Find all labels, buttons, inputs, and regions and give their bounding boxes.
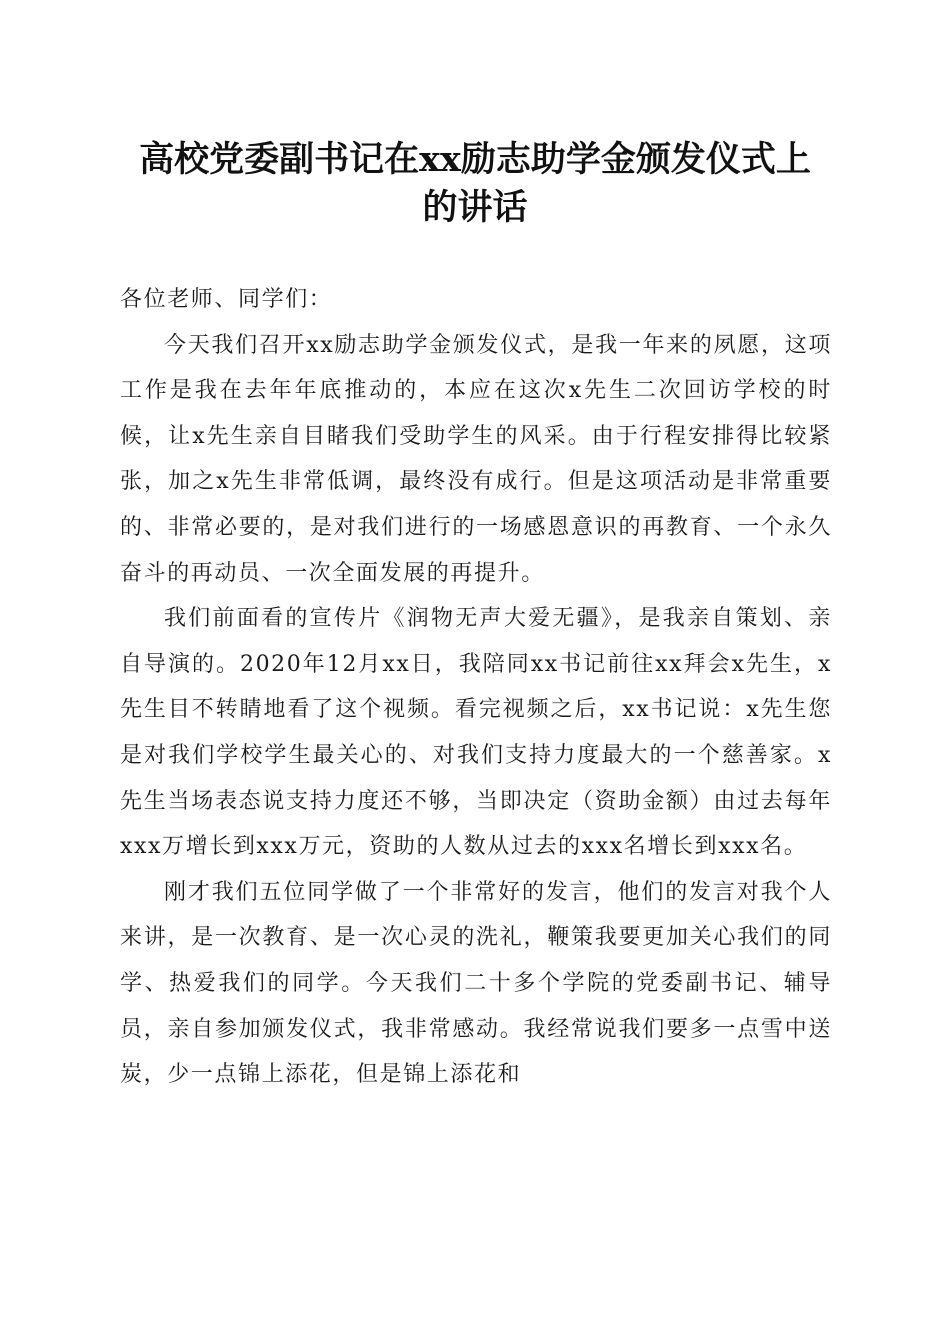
document-title <box>100 136 850 232</box>
paragraph-3: 刚才我们五位同学做了一个非常好的发言，他们的发言对我个人来讲，是一次教育、是一次心灵的洗礼，鞭策我要更加关心我们的同学、热爱我们的同学。今天我们二十多个学院的党委副书记、辅导员，亲自参加颁发仪式，我非常感动。我经常说我们要多一点雪中送炭，少一点锦上添花，但是锦上添花和 <box>120 879 832 1088</box>
salutation: 各位老师、同学们： <box>120 287 333 312</box>
paragraph-2: 我们前面看的宣传片《润物无声大爱无疆》，是我亲自策划、亲自导演的。2020年12月xx日，我陪同xx书记前往xx拜会x先生，x先生目不转睛地看了这个视频。看完视频之后，xx书记说：x先生您是对我们学校学生最关心的、对我们支持力度最大的一个慈善家。x先生当场表态说支持力度还不够，当即决定（资助金额）由过去每年xxx万增长到xxx万元，资助的人数从过去的xxx名增长到xxx名。 <box>120 606 832 860</box>
document-body <box>120 277 832 1098</box>
title-line-2: 的讲话 <box>422 187 528 228</box>
title-line-1: 高校党委副书记在xx励志助学金颁发仪式上 <box>139 139 811 180</box>
paragraph-1: 今天我们召开xx励志助学金颁发仪式，是我一年来的夙愿，这项工作是我在去年年底推动的，本应在这次x先生二次回访学校的时候，让x先生亲自目睹我们受助学生的风采。由于行程安排得比较紧张，加之x先生非常低调，最终没有成行。但是这项活动是非常重要的、非常必要的，是对我们进行的一场感恩意识的再教育、一个永久奋斗的再动员、一次全面发展的再提升。 <box>120 332 832 586</box>
